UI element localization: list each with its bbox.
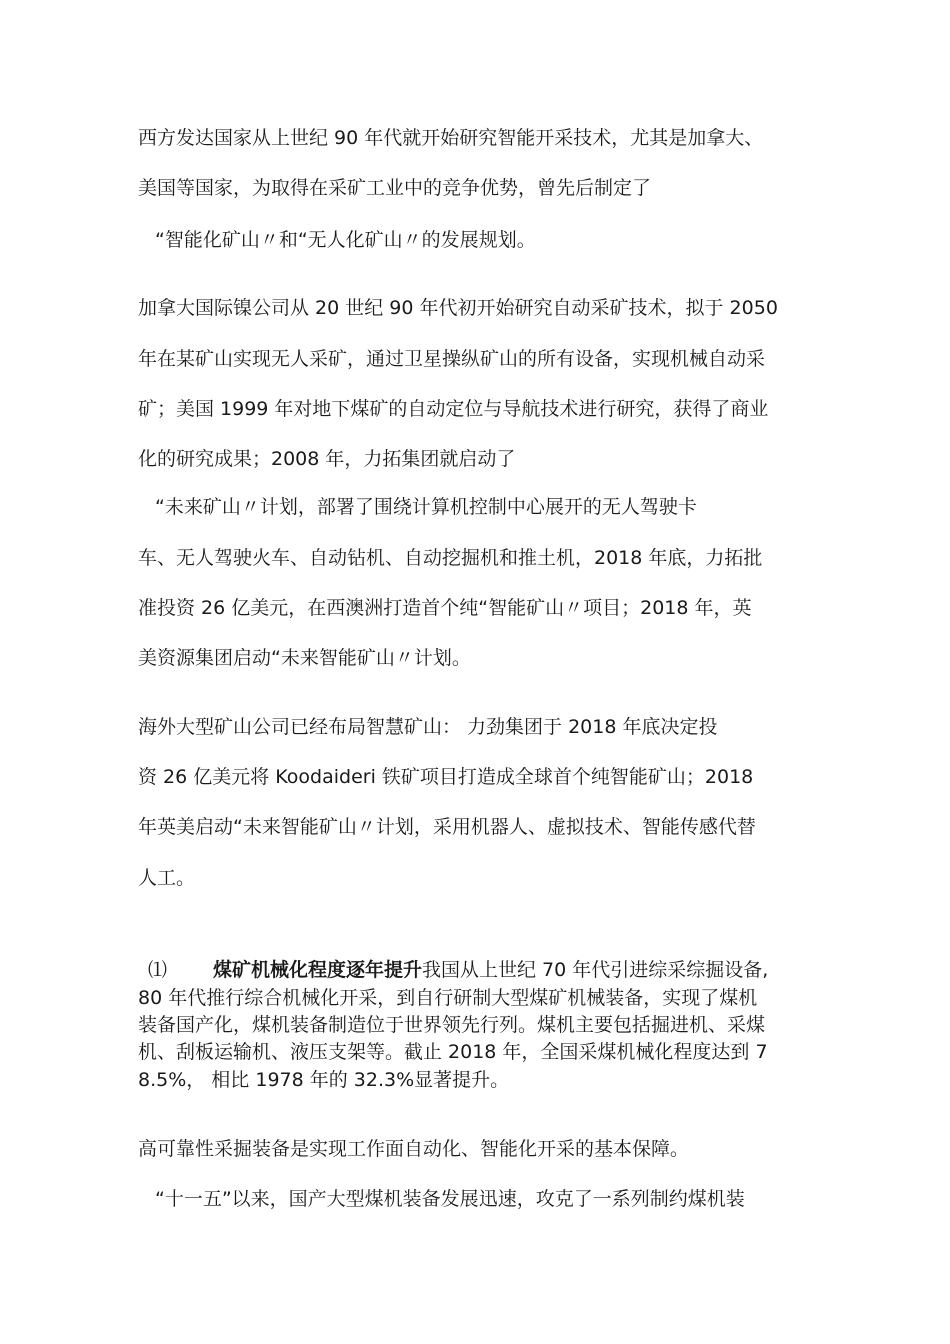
item-1-line-5: 8.5%， 相比 1978 年的 32.3%显著提升。 — [138, 1069, 510, 1091]
item-1-first-rest: 我国从上世纪 70 年代引进综采综掘设备, — [422, 959, 769, 981]
paragraph-2-line-1: 加拿大国际镍公司从 20 世纪 90 年代初开始研究自动采矿技术，拟于 2050 — [138, 297, 778, 319]
paragraph-1-line-1: 西方发达国家从上世纪 90 年代就开始研究智能开采技术，尤其是加拿大、 — [138, 127, 764, 149]
item-1-bold-lead: 煤矿机械化程度逐年提升 — [213, 959, 423, 981]
paragraph-2-line-8: 美资源集团启动“未来智能矿山〃计划。 — [138, 647, 471, 669]
paragraph-5-line-1: “十一五”以来，国产大型煤机装备发展迅速，攻克了一系列制约煤机装 — [155, 1188, 745, 1210]
paragraph-3-line-4: 人工。 — [138, 867, 196, 889]
paragraph-2-line-4: 化的研究成果；2008 年，力拓集团就启动了 — [138, 448, 516, 470]
paragraph-2-line-3: 矿；美国 1999 年对地下煤矿的自动定位与导航技术进行研究，获得了商业 — [138, 398, 769, 420]
item-number: ⑴ — [148, 959, 168, 981]
item-1-line-3: 装备国产化，煤机装备制造位于世界领先行列。煤机主要包括掘进机、采煤 — [138, 1014, 766, 1036]
paragraph-2-line-7: 准投资 26 亿美元，在西澳洲打造首个纯“智能矿山〃项目；2018 年，英 — [138, 597, 752, 619]
paragraph-3-line-2: 资 26 亿美元将 Koodaideri 铁矿项目打造成全球首个纯智能矿山；2018 — [138, 766, 754, 788]
paragraph-4-line-1: 高可靠性采掘装备是实现工作面自动化、智能化开采的基本保障。 — [138, 1138, 690, 1160]
paragraph-2-line-5: “未来矿山〃计划，部署了围绕计算机控制中心展开的无人驾驶卡 — [155, 496, 697, 518]
paragraph-3-line-1: 海外大型矿山公司已经布局智慧矿山： 力劲集团于 2018 年底决定投 — [138, 716, 718, 738]
paragraph-1-line-2: 美国等国家，为取得在采矿工业中的竞争优势，曾先后制定了 — [138, 177, 652, 199]
paragraph-2-line-2: 年在某矿山实现无人采矿，通过卫星操纵矿山的所有设备，实现机械自动采 — [138, 348, 766, 370]
item-1-first-line — [213, 958, 768, 982]
paragraph-2-line-6: 车、无人驾驶火车、自动钻机、自动挖掘机和推土机，2018 年底，力拓批 — [138, 547, 763, 569]
paragraph-1-line-3: “智能化矿山〃和“无人化矿山〃的发展规划。 — [155, 229, 536, 251]
item-1-line-4: 机、刮板运输机、液压支架等。截止 2018 年，全国采煤机械化程度达到 7 — [138, 1041, 768, 1063]
paragraph-3-line-3: 年英美启动“未来智能矿山〃计划，采用机器人、虚拟技术、智能传感代替 — [138, 816, 756, 838]
item-1-line-2: 80 年代推行综合机械化开采，到自行研制大型煤矿机械装备，实现了煤机 — [138, 987, 758, 1009]
